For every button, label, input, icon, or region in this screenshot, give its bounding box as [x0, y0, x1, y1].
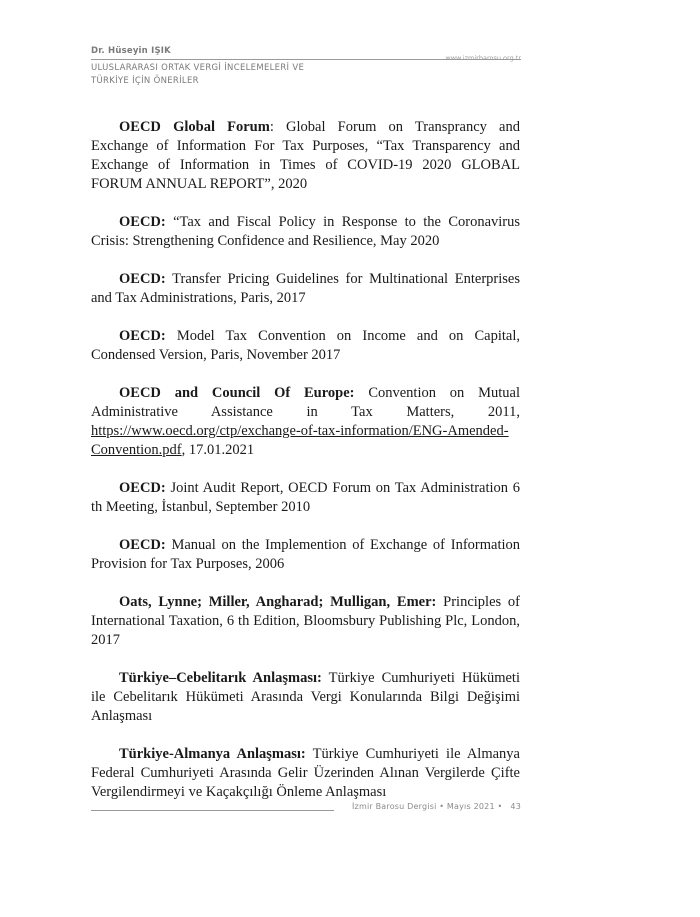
header-website: www.izmirbarosu.org.tr: [445, 54, 521, 62]
entry-author: OECD:: [119, 480, 166, 496]
entry-text: Manual on the Implemention of Exchange of Information Provision for Tax Purposes, 2006: [91, 537, 520, 572]
bibliography-entry: [91, 213, 520, 251]
entry-author: OECD Global Forum: [119, 119, 270, 135]
convention-pdf-link[interactable]: https://www.oecd.org/ctp/exchange-of-tax-information/ENG-Amended-Convention.pdf: [91, 423, 509, 458]
footer-journal: İzmir Barosu Dergisi • Mayıs 2021 •: [352, 802, 503, 811]
bibliography-entry: [91, 384, 520, 460]
header-author: Dr. Hüseyin IŞIK: [91, 46, 171, 56]
bibliography-entry: [91, 270, 520, 308]
entry-text: Türkiye Cumhuriyeti Hükümeti ile Cebelitarık Hükümeti Arasında Vergi Konularında Bilgi Değişimi Anlaşması: [91, 670, 520, 724]
page-footer: [91, 800, 521, 820]
entry-text: Türkiye Cumhuriyeti ile Almanya Federal Cumhuriyeti Arasında Gelir Üzerinden Alınan Vergilerde Çifte Vergilendirmeyi ve Kaçakçılığı Önleme Anlaşması: [91, 746, 520, 800]
footer-divider: [91, 810, 334, 811]
entry-text: Convention on Mutual Administrative Assistance in Tax Matters, 2011,: [91, 385, 520, 420]
page-number: 43: [510, 802, 521, 811]
entry-author: OECD:: [119, 214, 166, 230]
bibliography-entry: [91, 593, 520, 650]
bibliography-entry: [91, 669, 520, 726]
entry-author: OECD and Council Of Europe:: [119, 385, 355, 401]
entry-author: OECD:: [119, 328, 166, 344]
page-header: [91, 46, 521, 92]
bibliography-entry: [91, 327, 520, 365]
entry-text: “Tax and Fiscal Policy in Response to the Coronavirus Crisis: Strengthening Confidence and Resilience, May 2020: [91, 214, 521, 249]
entry-author: OECD:: [119, 271, 166, 287]
entry-author: OECD:: [119, 537, 166, 553]
entry-text: Transfer Pricing Guidelines for Multinational Enterprises and Tax Administrations, Paris, 2017: [91, 271, 520, 306]
entry-access-date: , 17.01.2021: [181, 442, 255, 458]
header-series-title-line1: ULUSLARARASI ORTAK VERGİ İNCELEMELERİ VE: [91, 63, 305, 73]
entry-author: Türkiye-Almanya Anlaşması:: [119, 746, 306, 762]
entry-text: Model Tax Convention on Income and on Capital, Condensed Version, Paris, November 2017: [91, 328, 520, 363]
bibliography-entry: [91, 745, 520, 802]
entry-text: Global Forum on Transprancy and Exchange of Information For Tax Purposes, “Tax Transparency and Exchange of Information in Times of COVID-19 2020 GLOBAL FORUM ANNUAL REPORT”, 2020: [91, 119, 520, 192]
bibliography-list: [91, 118, 520, 821]
bibliography-entry: [91, 536, 520, 574]
header-series-title-line2: TÜRKİYE İÇİN ÖNERİLER: [91, 76, 199, 86]
entry-author: Türkiye–Cebelitarık Anlaşması:: [119, 670, 322, 686]
entry-text: Principles of International Taxation, 6 th Edition, Bloomsbury Publishing Plc, London, 2017: [91, 594, 521, 648]
entry-text: Joint Audit Report, OECD Forum on Tax Administration 6 th Meeting, İstanbul, September 2010: [91, 480, 520, 515]
footer-journal-info: [352, 802, 521, 811]
entry-author: Oats, Lynne; Miller, Angharad; Mulligan, Emer:: [119, 594, 437, 610]
bibliography-entry: OECD Global Forum: Global Forum on Transprancy and Exchange of Information For Tax Purposes, “Tax Transparency and Exchange of Information in Times of COVID-19 2020 GLOBAL FORUM ANNUAL REPORT”, 2020: [91, 119, 520, 192]
bibliography-entry: [91, 479, 520, 517]
header-divider: [91, 59, 426, 60]
